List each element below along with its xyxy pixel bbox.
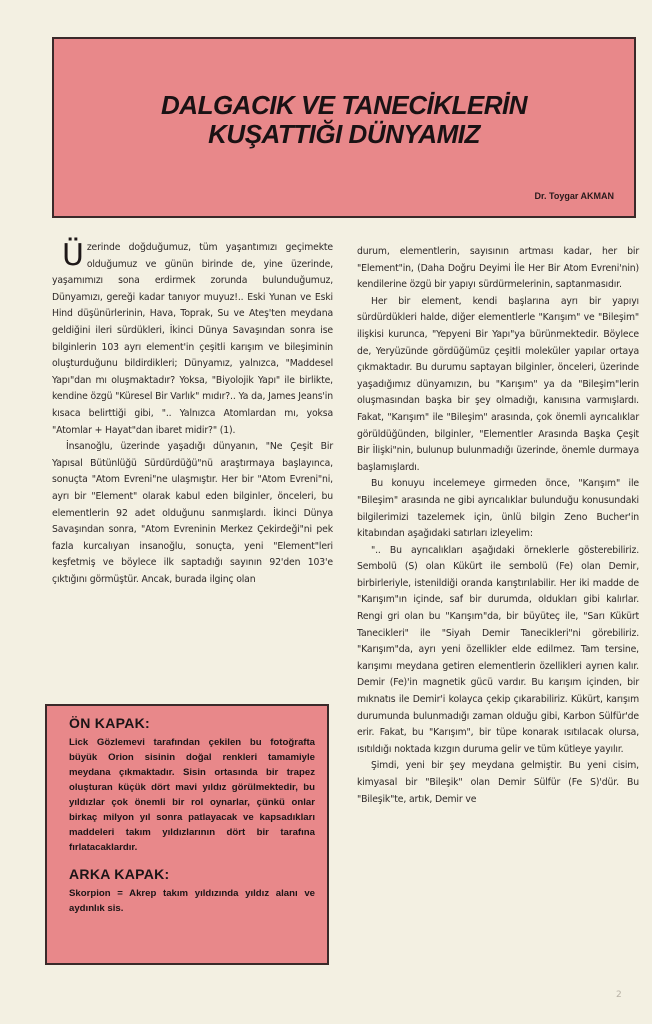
paragraph: Üzerinde doğduğumuz, tüm yaşantımızı geçimekte olduğumuz ve günün birinde de, yine üzerinde, yaşamımızı sona erdirmek zorunda bulunduğumuz, Dünyamızı, gereği kadar tanıyor muyuz!.. Eski Yunan ve Eski Hind düşünürlerinin, Hava, Toprak, Su ve Ateş'ten meydana geldiğini ileri sürdükleri, İkinci Dünya Savaşından sonra ise bilginlerin 103 ayrı element'in çeşitli karışım ve bileşiminin oluşturduğunu bildirdikleri; Dünyamız, yalnızca, "Maddesel Yapı"dan mı oluşmaktadır? Yoksa, "Biyolojik Yapı" ile birlikte, kendine özgü "Küresel Bir Varlık" mıdır?.. Ya da, James Jeans'in kısaca belirttiği gibi, ".. Yalnızca Atomlardan mı, yoksa "Atomlar + Hayat"dan ibaret midir?" (1). (52, 238, 333, 436)
front-cover-heading: ÖN KAPAK: (69, 715, 150, 731)
paragraph: Bu konuyu incelemeye girmeden önce, "Karışım" ile "Bileşim" arasında ne gibi ayrıcalıklar bulunduğu konusundaki bilgilerimizi tazelemek için, ünlü bilgin Zeno Bucher'in kitabından aşağıdaki satırları izleyelim: (357, 478, 639, 540)
drop-cap: Ü (62, 238, 84, 273)
cover-caption-box (45, 704, 329, 965)
paragraph: Şimdi, yeni bir şey meydana gelmiştir. Bu yeni cisim, kimyasal bir "Bileşik" olan Demir Sülfür (Fe S)'dür. Bu "Bileşik"te, artık, Demir ve (357, 760, 639, 805)
author-name: Dr. Toygar AKMAN (534, 191, 614, 201)
title-line-1: DALGACIK VE TANECİKLERİN (161, 90, 527, 120)
page-number: 2 (616, 990, 622, 1000)
quote-paragraph: ".. Bu ayrıcalıkları aşağıdaki örneklerle gösterebiliriz. Sembolü (S) olan Kükürt ile sembolü (Fe) olan Demir, birbirleriyle, istenildiği oranda karıştırılabilir. Her iki madde de "Karışım"ın içinde, saf bir durumda, oldukları gibi kalırlar. Rengi gri olan bu "Karışım"da, bir büyüteç ile, "Sarı Kükürt Tanecikleri" ile "Siyah Demir Tanecikleri"ni görebiliriz. "Karışım"da, ayrı yeni özellikler elde edilmez. Tam tersine, karışımı meydana getiren elementlerin özellikleri ayrıen kalır. Demir (Fe)'in magnetik gücü vardır. Bu karışım içinden, bir mıknatıs ile Demir'i kolayca çekip çıkarabiliriz. Kükürt, karışım durumunda bulunmadığı zaman olduğu gibi, Karbon Sülfür'de erir. Fakat, bu "Karışım", bir tüpe konarak ısıtılacak olursa, ısıtıldığı noktada kızgın duruma gelir ve tüm kütleye yayılır. (357, 544, 639, 755)
left-column (52, 240, 333, 588)
article-header-box (52, 37, 636, 218)
paragraph: durum, elementlerin, sayısının artması kadar, her bir "Element"in, (Daha Doğru Deyimi İle Her Bir Atom Evreni'nin) kendilerine özgü bir yapıyı sürdürmelerinin, saptanmasıdır. (357, 246, 639, 291)
right-column (357, 244, 639, 808)
front-cover-text: Lick Gözlemevi tarafından çekilen bu fotoğrafta büyük Orion sisinin doğal renkleri tamamiyle meydana çıkmaktadır. Sisin ortasında bir trapez oluşturan küçük dört mavi yıldız görülmektedir, bu yıldızlar çok önemli bir rol oynarlar, çünkü onlar birkaç milyon yıl sonra patlayacak ve kapsadıkları maddeleri takım yıldızlarının dört bir tarafına fırlatacaklardır. (69, 737, 315, 853)
paragraph: İnsanoğlu, üzerinde yaşadığı dünyanın, "Ne Çeşit Bir Yapısal Bütünlüğü Sürdürdüğü"nü araştırmaya başlayınca, sonuçta "Atom Evreni"ne ulaşmıştır. Her bir "Atom Evreni"ni, ayrı bir "Element" olarak kabul eden bilginler, önceleri, bu elementlerin 92 adet olduğunu sanmışlardı. İkinci Dünya Savaşından sonra, "Atom Evreninin Merkez Çekirdeği"ni pek fazla kurcalıyan insanoğlu, sonuçta, yeni "Element"leri keşfetmiş ve böylece ilk saptadığı sayının 92'den 103'e çıktığını görmüştür. Ancak, burada ilginç olan (52, 441, 333, 585)
back-cover-heading: ARKA KAPAK: (69, 866, 170, 882)
article-title (54, 91, 634, 149)
title-line-2: KUŞATTIĞI DÜNYAMIZ (208, 119, 480, 149)
paragraph: Her bir element, kendi başlarına ayrı bir yapıyı sürdürdükleri halde, diğer elementlerle "Karışım" ve "Bileşim" ilişkisi kurunca, "Yepyeni Bir Yapı"ya bürünmektedir. Böylece de, Yeryüzünde gördüğümüz çeşitli moleküler yapılar ortaya çıkmaktadır. Bu durumu saptayan bilginler, önceleri, üzerinde yaşadığımız dünyamızın, bu "Karışım" ya da "Bileşim"lerin oluşmasından başka bir şey olmadığı, kanısına varmışlardı. Fakat, "Karışım" ile "Bileşim" arasında, çok önemli ayrıcalıklar görüldüğünden, bilginler, "Elementler Arasında Başka Çeşit Bir İlişki"nin, bulunup bulunmadığı üzerinde, önemle durmaya başlamışlardı. (357, 295, 639, 473)
back-cover-text: Skorpion = Akrep takım yıldızında yıldız alanı ve aydınlık sis. (69, 888, 315, 914)
